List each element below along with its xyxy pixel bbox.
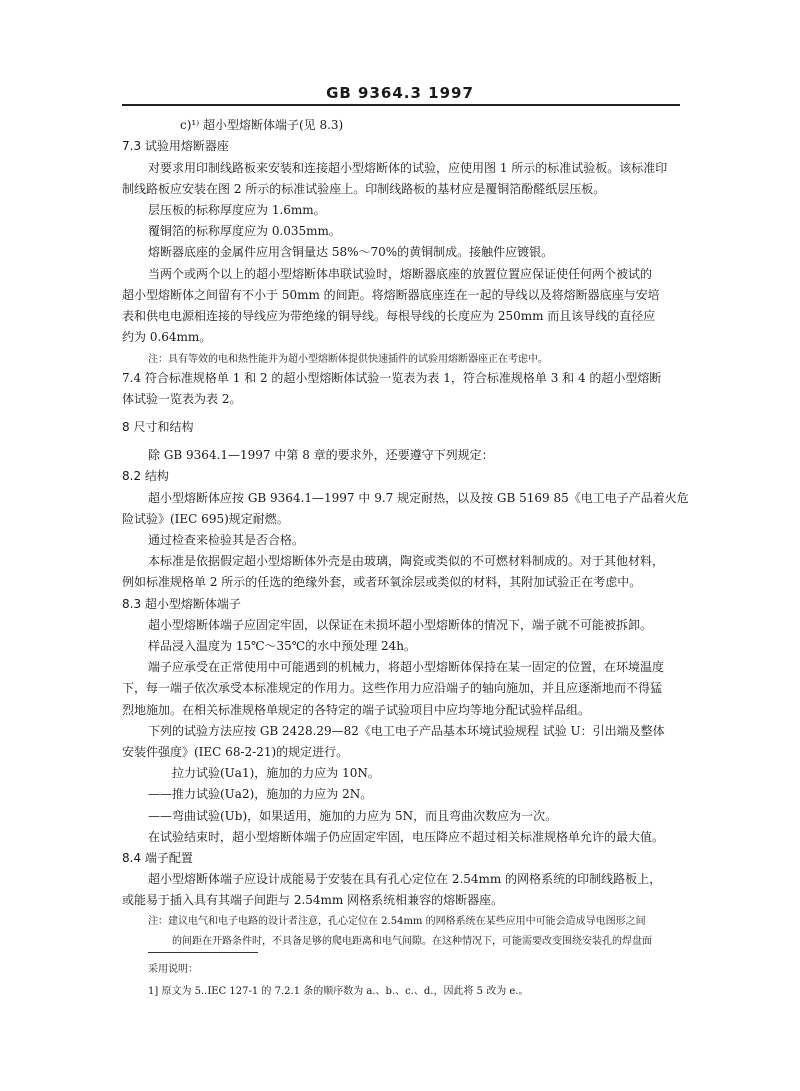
paragraph-line: 下，每一端子依次承受本标准规定的作用力。这些作用力应沿端子的轴向施加，并且应逐渐地而不得猛 — [122, 681, 663, 695]
footnote-rule — [148, 952, 258, 953]
heading-8-3: 8.3 超小型熔断体端子 — [122, 597, 241, 611]
paragraph-line: 对要求用印制线路板来安装和连接超小型熔断体的试验，应使用图 1 所示的标准试验板。该标准印 — [148, 161, 668, 175]
footnote-text: 1] 原文为 5..IEC 127-1 的 7.2.1 条的顺序数为 a.、b.、c.、d.，因此将 5 改为 e.。 — [148, 986, 529, 997]
paragraph-line: 熔断器底座的金属件应用含铜量达 58%～70%的黄铜制成。接触件应镀银。 — [148, 245, 554, 259]
paragraph-line: 端子应承受在正常使用中可能遇到的机械力，将超小型熔断体保持在某一固定的位置，在环境温度 — [148, 660, 665, 674]
paragraph-line: 超小型熔断体端子应固定牢固，以保证在未损坏超小型熔断体的情况下，端子就不可能被拆卸。 — [148, 618, 653, 632]
paragraph-line: 超小型熔断体端子应设计成能易于安装在具有孔心定位在 2.54mm 的网格系统的印制线路板上， — [148, 872, 662, 886]
paragraph-line: 下列的试验方法应按 GB 2428.29—82《电工电子产品基本环境试验规程 试验 U：引出端及整体 — [148, 724, 665, 738]
paragraph-line: 安装件强度》(IEC 68-2-21)的规定进行。 — [122, 745, 349, 759]
paragraph-line: 烈地施加。在相关标准规格单规定的各特定的端子试验项目中应均等地分配试验样品组。 — [122, 703, 591, 717]
heading-8-4: 8.4 端子配置 — [122, 851, 193, 865]
heading-8-2: 8.2 结构 — [122, 469, 169, 483]
test-item-ub: ——弯曲试验(Ub)，如果适用，施加的力应为 5N，而且弯曲次数应为一次。 — [148, 809, 558, 823]
test-item-ua2: ——推力试验(Ua2)，施加的力应为 2N。 — [148, 787, 373, 801]
heading-7-3: 7.3 试验用熔断器座 — [122, 139, 229, 153]
paragraph-line: 当两个或两个以上的超小型熔断体串联试验时，熔断器底座的放置位置应保证使任何两个被试的 — [148, 267, 653, 281]
paragraph-line: 表和供电电源相连接的导线应为带绝缘的铜导线。每根导线的长度应为 250mm 而且该导线的直径应 — [122, 309, 656, 323]
paragraph-line: 层压板的标称厚度应为 1.6mm。 — [148, 203, 326, 217]
test-item-ua1: 拉力试验(Ua1)，施加的力应为 10N。 — [172, 766, 380, 780]
heading-8: 8 尺寸和结构 — [122, 420, 194, 434]
note-line: 的间距在开路条件时，不具备足够的爬电距离和电气间隙。在这种情况下，可能需要改变围绕安装孔的焊盘面 — [172, 936, 652, 947]
paragraph-line: 或能易于插入具有其端子间距与 2.54mm 网格系统相兼容的熔断器座。 — [122, 893, 504, 907]
paragraph-line: 超小型熔断体应按 GB 9364.1—1997 中 9.7 规定耐热，以及按 GB 5169 85《电工电子产品着火危 — [148, 491, 689, 505]
paragraph-line: 在试验结束时，超小型熔断体端子仍应固定牢固，电压降应不超过相关标准规格单允许的最大值。 — [148, 830, 665, 844]
header-rule — [122, 104, 680, 106]
paragraph-line: 例如标准规格单 2 所示的任选的绝缘外套，或者环氧涂层或类似的材料，其附加试验正在考虑中。 — [122, 575, 642, 589]
paragraph-line: 险试验》(IEC 695)规定耐燃。 — [122, 512, 289, 526]
heading-7-4: 7.4 符合标准规格单 1 和 2 的超小型熔断体试验一览表为表 1，符合标准规格单 3 和 4 的超小型熔断 — [122, 371, 662, 385]
note-line: 注：具有等效的电和热性能并为超小型熔断体提供快速插件的试验用熔断器座正在考虑中。 — [148, 354, 548, 365]
item-c: c)¹⁾ 超小型熔断体端子(见 8.3) — [180, 118, 344, 132]
footnote-heading: 采用说明： — [148, 964, 198, 975]
paragraph-line: 制线路板应安装在图 2 所示的标准试验座上。印制线路板的基材应是覆铜箔酚醛纸层压板。 — [122, 182, 606, 196]
paragraph-line: 除 GB 9364.1—1997 中第 8 章的要求外，还要遵守下列规定： — [148, 448, 494, 462]
paragraph-line: 超小型熔断体之间留有不小于 50mm 的间距。将熔断器底座连在一起的导线以及将熔断器底座与安培 — [122, 288, 660, 302]
paragraph-line: 体试验一览表为表 2。 — [122, 392, 242, 406]
paragraph-line: 约为 0.64mm。 — [122, 330, 212, 344]
note-line: 注：建议电气和电子电路的设计者注意，孔心定位在 2.54mm 的网格系统在某些应用中可能会造成导电图形之间 — [148, 916, 646, 927]
paragraph-line: 覆铜箔的标称厚度应为 0.035mm。 — [148, 224, 341, 238]
paragraph-line: 通过检查来检验其是否合格。 — [148, 533, 305, 547]
paragraph-line: 样品浸入温度为 15℃～35℃的水中预处理 24h。 — [148, 639, 417, 653]
page-header: GB 9364.3 1997 — [326, 84, 474, 102]
paragraph-line: 本标准是依据假定超小型熔断体外壳是由玻璃，陶瓷或类似的不可燃材料制成的。对于其他材料， — [148, 554, 665, 568]
